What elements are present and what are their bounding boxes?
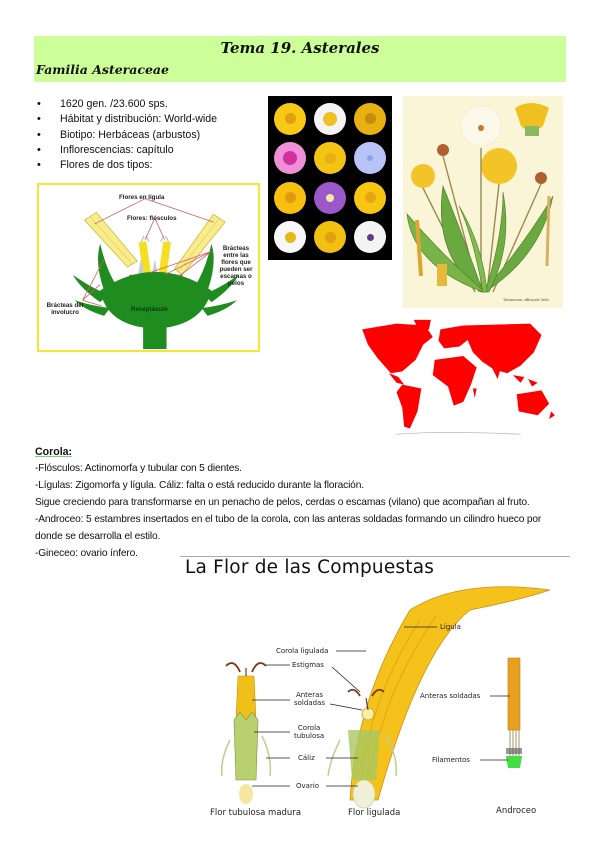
flower-photo xyxy=(351,219,389,257)
corola-line-androceo: -Androceo: 5 estambres insertados en el tubo de la corola, con las anteras soldadas formando un cilindro hueco por donde se desarrolla el estilo. xyxy=(35,514,542,542)
page-title: Tema 19. Asterales xyxy=(220,39,380,57)
bullet-genera-species: • 1620 gen. /23.600 sps. xyxy=(37,97,217,112)
label-bracteas-entre-flores: Brácteas entre las flores que pueden ser escamas o pelos xyxy=(219,245,253,287)
world-map-icon xyxy=(326,316,572,440)
world-distribution-map xyxy=(326,316,572,440)
caption-androceo: Androceo xyxy=(496,806,537,816)
figure-title: La Flor de las Compuestas xyxy=(185,557,435,578)
label-corola-tubulosa: Corola tubulosa xyxy=(294,724,325,740)
flower-photo xyxy=(351,179,389,217)
corola-heading: Corola: xyxy=(35,446,73,458)
label-flores-flosculos: Flores: flósculos xyxy=(127,215,177,222)
label-ovario: Ovario xyxy=(296,782,320,790)
label-receptaculo: Receptáculo xyxy=(131,306,168,313)
corola-text-block xyxy=(35,460,570,562)
label-flores-ligula: Flores en lígula xyxy=(119,194,165,201)
label-corola-ligulada: Corola ligulada xyxy=(276,647,329,655)
label-bracteas-involucro: Brácteas del involucro xyxy=(46,302,84,316)
summary-bullet-list xyxy=(37,97,217,173)
dandelion-botanical-plate xyxy=(403,96,563,308)
capitulum-diagram xyxy=(37,183,260,352)
bullet-habitat: • Hábitat y distribución: World-wide xyxy=(37,112,217,127)
flower-photo xyxy=(311,140,349,178)
svg-text:Taraxacum officinale Web.: Taraxacum officinale Web. xyxy=(503,298,550,302)
caption-flor-ligulada: Flor ligulada xyxy=(348,808,401,818)
flower-photo xyxy=(311,179,349,217)
flower-photo xyxy=(271,179,309,217)
corola-line-flosculos: -Flósculos: Actinomorfa y tubular con 5 dientes. xyxy=(35,463,242,474)
flower-photo xyxy=(271,219,309,257)
bullet-flores-tipos: • Flores de dos tipos: xyxy=(37,158,217,173)
family-subtitle: Familia Asteraceae xyxy=(36,62,169,77)
label-caliz: Cáliz xyxy=(298,754,315,762)
flower-photo xyxy=(351,100,389,138)
flower-photo xyxy=(271,140,309,178)
corola-line-ligulas: -Lígulas: Zigomorfa y lígula. Cáliz: falta o está reducido durante la floración. xyxy=(35,480,364,491)
corola-line-gineceo: -Gineceo: ovario ínfero. xyxy=(35,548,138,559)
label-estigmas: Estigmas xyxy=(292,661,324,669)
composite-flower-illustration-icon xyxy=(200,580,570,830)
header-band xyxy=(34,36,566,82)
flower-photo xyxy=(271,100,309,138)
bullet-biotipo: • Biotipo: Herbáceas (arbustos) xyxy=(37,128,217,143)
label-filamentos: Filamentos xyxy=(432,756,470,764)
label-anteras-soldadas: Anteras soldadas xyxy=(294,691,325,707)
flower-species-grid xyxy=(268,96,392,260)
corola-line-vilano: Sigue creciendo para transformarse en un penacho de pelos, cerdas o escamas (vilano) que acompañan al fruto. xyxy=(35,497,530,508)
dandelion-illustration-icon xyxy=(403,96,563,308)
bullet-inflorescencias: • Inflorescencias: capítulo xyxy=(37,143,217,158)
flower-photo xyxy=(311,219,349,257)
caption-flor-tubulosa: Flor tubulosa madura xyxy=(210,808,302,818)
flower-photo xyxy=(311,100,349,138)
composite-flower-figure xyxy=(200,580,570,830)
label-anteras-soldadas-androceo: Anteras soldadas xyxy=(420,692,481,700)
flower-photo xyxy=(351,140,389,178)
label-ligula: Lígula xyxy=(440,623,461,631)
